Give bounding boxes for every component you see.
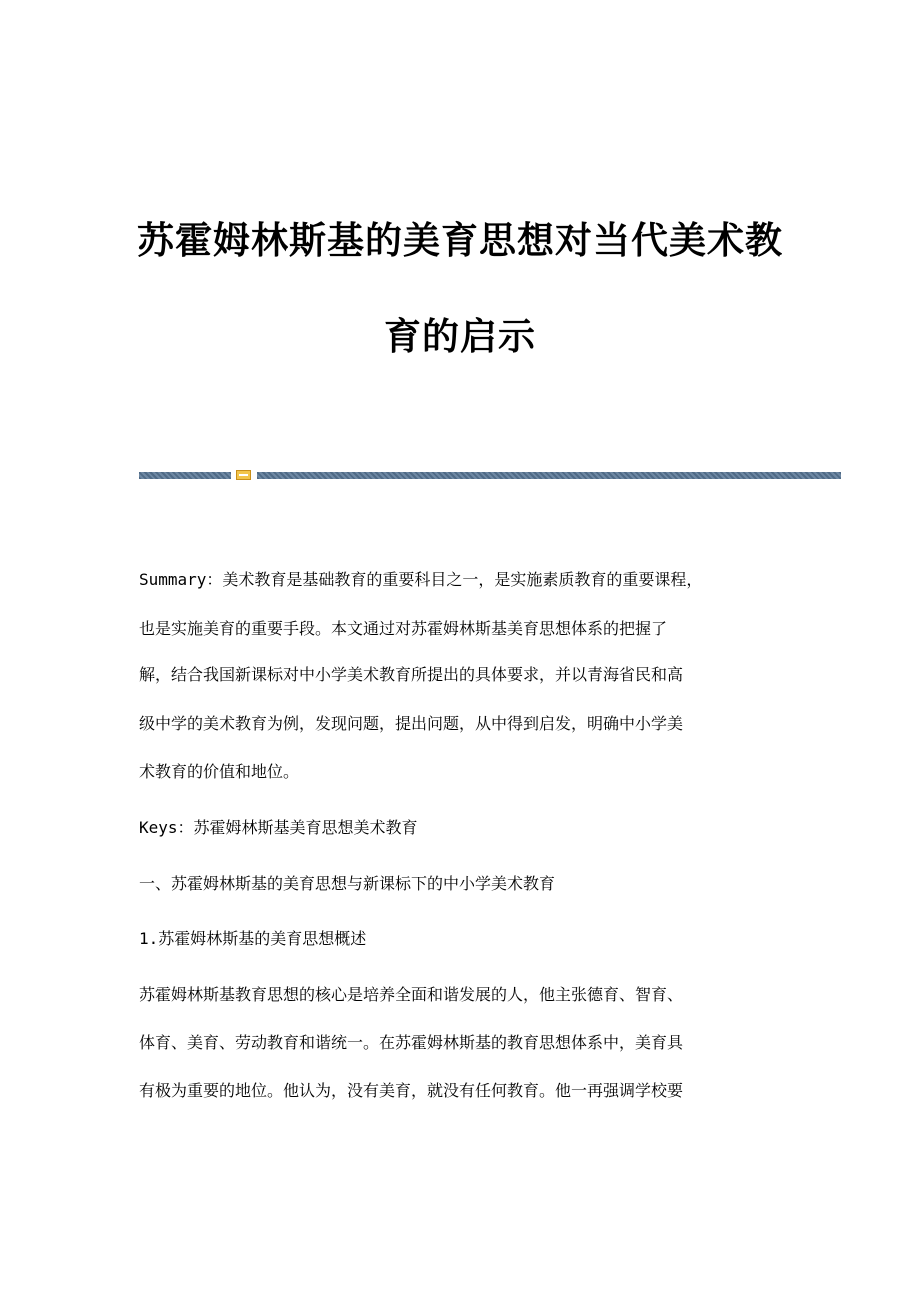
document-title-line-1: 苏霍姆林斯基的美育思想对当代美术教 xyxy=(137,218,783,262)
subsection-heading: 1.苏霍姆林斯基的美育思想概述 xyxy=(139,929,367,948)
divider-ornament-icon xyxy=(236,470,251,480)
summary-line: 也是实施美育的重要手段。本文通过对苏霍姆林斯基美育思想体系的把握了 xyxy=(139,619,668,638)
summary-line: 解，结合我国新课标对中小学美术教育所提出的具体要求，并以青海省民和高 xyxy=(139,665,684,684)
summary-line: Summary：美术教育是基础教育的重要科目之一，是实施素质教育的重要课程， xyxy=(139,570,703,589)
divider-bar-right xyxy=(257,472,841,479)
summary-line: 级中学的美术教育为例，发现问题，提出问题，从中得到启发，明确中小学美 xyxy=(139,714,684,733)
document-title-line-2: 育的启示 xyxy=(384,314,536,358)
body-line: 体育、美育、劳动教育和谐统一。在苏霍姆林斯基的教育思想体系中，美育具 xyxy=(139,1033,684,1052)
summary-line: 术教育的价值和地位。 xyxy=(139,762,300,781)
section-heading: 一、苏霍姆林斯基的美育思想与新课标下的中小学美术教育 xyxy=(139,874,556,893)
divider-bar-left xyxy=(139,472,231,479)
title-divider xyxy=(139,470,841,480)
body-line: 有极为重要的地位。他认为，没有美育，就没有任何教育。他一再强调学校要 xyxy=(139,1081,684,1100)
keywords-line: Keys：苏霍姆林斯基美育思想美术教育 xyxy=(139,818,418,837)
body-line: 苏霍姆林斯基教育思想的核心是培养全面和谐发展的人，他主张德育、智育、 xyxy=(139,985,684,1004)
